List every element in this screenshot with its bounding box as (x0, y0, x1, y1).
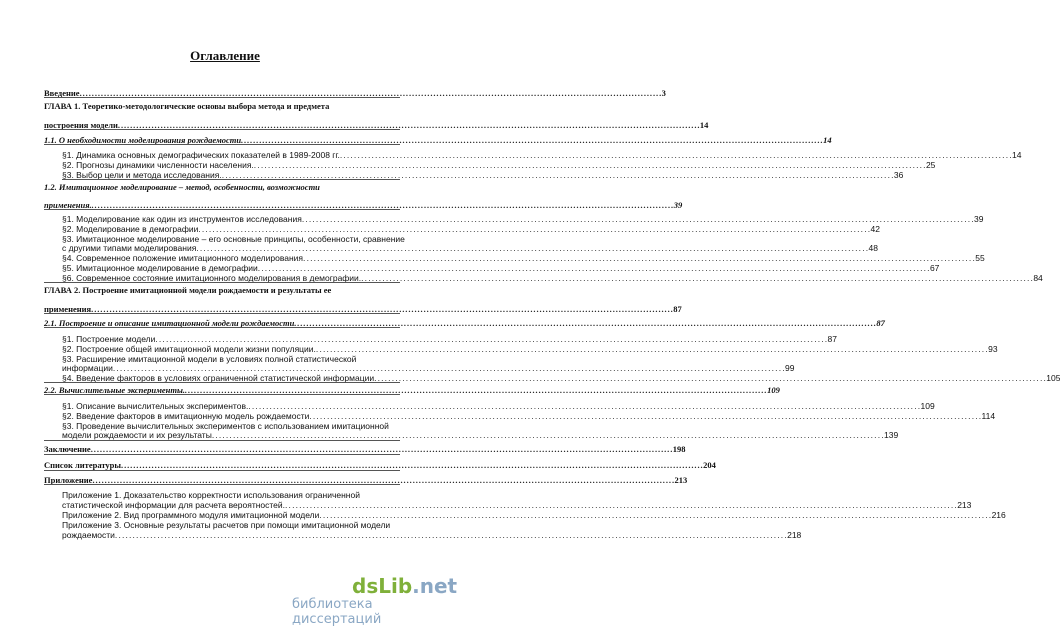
watermark-logo-left: dsLib (352, 574, 413, 598)
toc-page-number: 48 (868, 243, 878, 253)
toc-entry-text: 2.1. Построение и описание имитационной модели рождаемости (44, 318, 295, 328)
toc-entry-1-2-3[interactable] (62, 243, 878, 253)
toc-page-number: 216 (991, 510, 1006, 520)
toc-chapter-2-line: ГЛАВА 2. Построение имитационной модели рождаемости и результаты ее (44, 285, 332, 295)
toc-page-number: 14 (1012, 150, 1022, 160)
toc-page-number: 67 (929, 263, 940, 273)
watermark-logo (352, 574, 457, 598)
toc-entry-appendix-1[interactable] (62, 500, 972, 510)
divider (44, 484, 400, 485)
toc-entry-text: рождаемости (62, 530, 115, 540)
toc-page-number: 198 (672, 444, 686, 454)
toc-entry-2-2-3-line: §3. Проведение вычислительных экспериментов с использованием имитационной (62, 421, 389, 431)
divider (44, 454, 400, 455)
toc-page-number: 213 (674, 475, 688, 485)
toc-entry-text: §4. Введение факторов в условиях ограниченной статистической информации (62, 373, 375, 383)
toc-page-number: 105 (1046, 373, 1060, 383)
toc-page-number: 42 (870, 224, 880, 234)
toc-entry-2-1-3-line: §3. Расширение имитационной модели в условиях полной статистической (62, 354, 357, 364)
toc-entry-1-2-4[interactable] (62, 253, 985, 263)
toc-page-number: 25 (925, 160, 936, 170)
toc-entry-text: 1.1. О необходимости моделирования рождаемости (44, 135, 242, 145)
toc-entry-text: §1. Динамика основных демографических показателей в 1989-2008 гг. (62, 150, 340, 160)
divider (44, 282, 400, 283)
toc-entry-text: §2. Введение факторов в имитационную модель рождаемости (62, 411, 310, 421)
toc-entry-2-2-3[interactable] (62, 430, 899, 440)
toc-entry-text: §1. Моделирование как один из инструментов исследования (62, 214, 302, 224)
toc-entry-text: §1. Построение модели (62, 334, 156, 344)
toc-page-number: 39 (673, 200, 683, 210)
toc-page-number: 93 (988, 344, 998, 354)
toc-page-number: 87 (673, 304, 682, 314)
toc-entry-text: построения модели (44, 120, 118, 130)
toc-page-number: 109 (767, 385, 780, 395)
toc-entry-1-2-5[interactable] (62, 263, 940, 273)
toc-page-number: 14 (823, 135, 832, 145)
divider (44, 382, 400, 383)
toc-entry-text: 2.2. Вычислительные эксперименты. (44, 385, 186, 395)
toc-entry-text: §4. Современное положение имитационного моделирования (62, 253, 304, 263)
toc-entry-2-1-1[interactable] (62, 334, 838, 344)
toc-entry-appendix-2[interactable] (62, 510, 1006, 520)
toc-entry-text: Список литературы (44, 460, 122, 470)
divider (44, 470, 400, 471)
page-title: Оглавление (190, 48, 260, 63)
toc-page-number: 213 (957, 500, 972, 510)
divider (44, 209, 400, 210)
divider (44, 144, 400, 145)
divider (44, 327, 400, 328)
toc-entry-text: §3. Выбор цели и метода исследования. (62, 170, 222, 180)
toc-entry-2-1-2[interactable] (62, 344, 998, 354)
toc-page-number: 114 (981, 411, 996, 421)
divider (44, 440, 400, 441)
toc-entry-text: Заключение (44, 444, 91, 454)
divider (62, 179, 400, 180)
toc-entry-text: применения (44, 304, 92, 314)
toc-entry-appendix-3[interactable] (62, 530, 802, 540)
divider (44, 394, 400, 395)
toc-entry-1-2-1[interactable] (62, 214, 984, 224)
toc-entry-literature[interactable] (44, 460, 716, 470)
toc-chapter-1-line: ГЛАВА 1. Теоретико-методологические основы выбора метода и предмета (44, 101, 330, 111)
toc-entry-text: применения. (44, 200, 92, 210)
toc-entry-2-2-1[interactable] (62, 401, 935, 411)
toc-entry-2-1-3[interactable] (62, 363, 795, 373)
toc-entry-1-2-3-line: §3. Имитационное моделирование – его основные принципы, особенности, сравнение (62, 234, 405, 244)
toc-page-number: 87 (827, 334, 838, 344)
toc-entry-appendix-3-line: Приложение 3. Основные результаты расчетов при помощи имитационной модели (62, 520, 391, 530)
toc-page-number: 55 (975, 253, 985, 263)
toc-page-number: 84 (1033, 273, 1043, 283)
toc-entry-text: §2. Прогнозы динамики численности населения. (62, 160, 254, 170)
toc-entry-text: Приложение (44, 475, 93, 485)
toc-entry-conclusion[interactable] (44, 444, 686, 454)
divider (44, 313, 400, 314)
divider (44, 129, 400, 130)
toc-page-number: 139 (883, 430, 899, 440)
toc-section-1-2-line: 1.2. Имитационное моделирование – метод, особенности, возможности (44, 182, 320, 192)
toc-page-number: 39 (974, 214, 984, 224)
toc-page-number: 36 (893, 170, 904, 180)
toc-entry-text: информации (62, 363, 113, 373)
toc-entry-1-1-2[interactable] (62, 160, 936, 170)
toc-entry-text: §2. Построение общей имитационной модели жизни популяции. (62, 344, 316, 354)
toc-entry-text: §2. Моделирование в демографии (62, 224, 199, 234)
toc-page-number: 3 (661, 88, 666, 98)
watermark-subtitle: библиотека диссертаций (292, 597, 382, 627)
toc-entry-text: §6. Современное состояние имитационного моделирования в демографии. (62, 273, 362, 283)
watermark-logo-right: .net (412, 574, 458, 598)
toc-entry-text: Приложение 2. Вид программного модуля имитационной модели (62, 510, 320, 520)
toc-entry-appendix-1-line: Приложение 1. Доказательство корректности использования ограниченной (62, 490, 360, 500)
toc-entry-text: Введение (44, 88, 80, 98)
toc-entry-text: модели рождаемости и их результаты (62, 430, 212, 440)
toc-page-number: 99 (785, 363, 795, 373)
toc-entry-2-2-2[interactable] (62, 411, 996, 421)
toc-entry-text: с другими типами моделирования (62, 243, 197, 253)
toc-entry-text: §5. Имитационное моделирование в демографии (62, 263, 258, 273)
toc-page-number: 218 (787, 530, 802, 540)
toc-page-number: 204 (703, 460, 716, 470)
divider (44, 97, 400, 98)
toc-entry-text: статистической информации для расчета вероятностей. (62, 500, 286, 510)
toc-entry-text: §1. Описание вычислительных экспериментов. (62, 401, 249, 411)
toc-page-number: 14 (699, 120, 709, 130)
toc-entry-1-1-1[interactable] (62, 150, 1022, 160)
toc-entry-1-2-2[interactable] (62, 224, 880, 234)
toc-page-number: 109 (920, 401, 935, 411)
toc-page-number: 87 (876, 318, 885, 328)
